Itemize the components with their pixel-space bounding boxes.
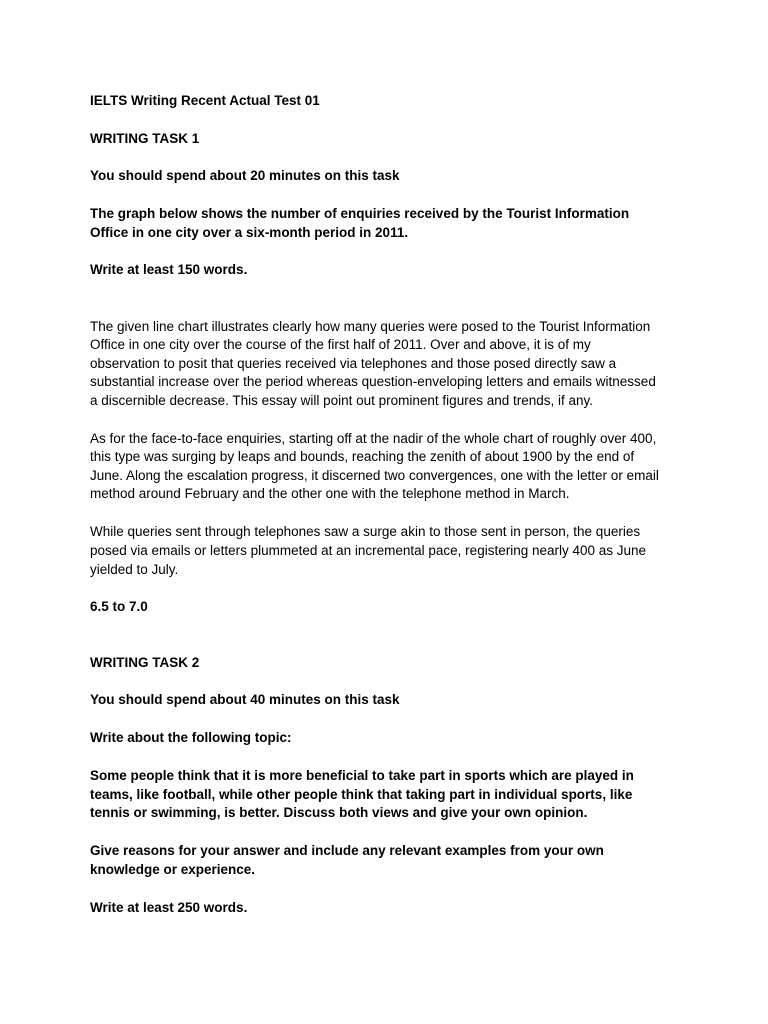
task2-time-instruction: You should spend about 40 minutes on this task xyxy=(90,692,400,707)
essay-paragraph-2-line: this type was surging by leaps and bounds, reaching the zenith of about 1900 by the end of xyxy=(90,449,635,464)
essay-paragraph-2-line: method around February and the other one with the telephone method in March. xyxy=(90,486,570,501)
essay-paragraph-2-line: As for the face-to-face enquiries, starting off at the nadir of the whole chart of roughly over 400, xyxy=(90,431,657,446)
task1-time-instruction: You should spend about 20 minutes on this task xyxy=(90,168,400,183)
task2-topic-line: Some people think that it is more beneficial to take part in sports which are played in xyxy=(90,768,634,783)
task1-heading: WRITING TASK 1 xyxy=(90,131,200,146)
essay-paragraph-1-line: Office in one city over the course of the first half of 2011. Over and above, it is of my xyxy=(90,337,591,352)
essay-paragraph-1-line: a discernible decrease. This essay will point out prominent figures and trends, if any. xyxy=(90,393,594,408)
document-title: IELTS Writing Recent Actual Test 01 xyxy=(90,93,320,108)
task2-word-count: Write at least 250 words. xyxy=(90,900,248,915)
task2-topic-intro: Write about the following topic: xyxy=(90,730,292,745)
task2-heading: WRITING TASK 2 xyxy=(90,655,200,670)
task2-topic-line: teams, like football, while other people think that taking part in individual sports, like xyxy=(90,787,633,802)
band-score: 6.5 to 7.0 xyxy=(90,599,148,614)
task2-reasons-line: knowledge or experience. xyxy=(90,862,256,877)
task2-reasons-line: Give reasons for your answer and include any relevant examples from your own xyxy=(90,843,604,858)
task1-prompt-line: The graph below shows the number of enquiries received by the Tourist Information xyxy=(90,206,630,221)
essay-paragraph-3-line: posed via emails or letters plummeted at an incremental pace, registering nearly 400 as June xyxy=(90,543,647,558)
essay-paragraph-1-line: observation to posit that queries received via telephones and those posed directly saw a xyxy=(90,356,617,371)
task2-topic-line: tennis or swimming, is better. Discuss both views and give your own opinion. xyxy=(90,805,588,820)
essay-paragraph-1-line: The given line chart illustrates clearly how many queries were posed to the Tourist Information xyxy=(90,319,651,334)
essay-paragraph-3-line: While queries sent through telephones saw a surge akin to those sent in person, the queries xyxy=(90,524,641,539)
essay-paragraph-3-line: yielded to July. xyxy=(90,562,179,577)
task1-word-count: Write at least 150 words. xyxy=(90,262,248,277)
task1-prompt-line: Office in one city over a six-month period in 2011. xyxy=(90,225,409,240)
essay-paragraph-2-line: June. Along the escalation progress, it discerned two convergences, one with the letter or email xyxy=(90,468,659,483)
essay-paragraph-1-line: substantial increase over the period whereas question-enveloping letters and emails witnessed xyxy=(90,374,656,389)
